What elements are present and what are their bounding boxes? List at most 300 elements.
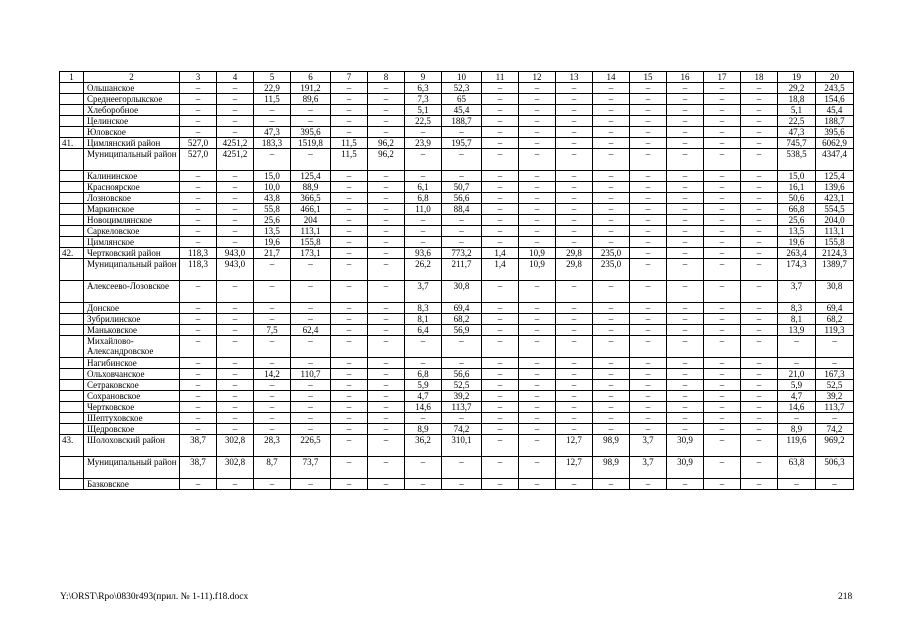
value-cell: – <box>217 369 254 380</box>
settlement-name-cell: Ольшанское <box>84 83 180 94</box>
row-number-cell <box>60 424 84 435</box>
value-cell: – <box>630 281 667 303</box>
value-cell: – <box>667 149 704 171</box>
value-cell: 6062,9 <box>816 138 854 149</box>
value-cell: – <box>593 182 630 193</box>
value-cell: – <box>519 226 556 237</box>
value-cell: – <box>180 116 217 127</box>
table-row <box>60 281 854 303</box>
value-cell: – <box>741 105 778 116</box>
value-cell: – <box>556 325 593 336</box>
value-cell: – <box>519 413 556 424</box>
value-cell: – <box>667 424 704 435</box>
value-cell: – <box>630 336 667 358</box>
value-cell: – <box>630 127 667 138</box>
value-cell: – <box>704 204 741 215</box>
value-cell: 12,7 <box>556 435 593 457</box>
settlement-name-cell: Муниципальный район <box>84 457 180 479</box>
value-cell: 8,1 <box>778 314 816 325</box>
value-cell: – <box>741 358 778 369</box>
value-cell: – <box>630 325 667 336</box>
value-cell: – <box>741 424 778 435</box>
row-number-cell <box>60 380 84 391</box>
value-cell: – <box>630 138 667 149</box>
value-cell: 8,1 <box>405 314 442 325</box>
table-row <box>60 237 854 248</box>
value-cell: – <box>482 424 519 435</box>
value-cell: – <box>667 325 704 336</box>
data-table <box>59 71 854 490</box>
settlement-name-cell: Донское <box>84 303 180 314</box>
value-cell: – <box>368 94 405 105</box>
value-cell: – <box>482 402 519 413</box>
value-cell: – <box>180 358 217 369</box>
table-row <box>60 402 854 413</box>
value-cell: – <box>368 413 405 424</box>
table-row <box>60 303 854 314</box>
value-cell: – <box>180 204 217 215</box>
value-cell: 36,2 <box>405 435 442 457</box>
value-cell: 11,0 <box>405 204 442 215</box>
value-cell: – <box>291 391 331 402</box>
value-cell: – <box>519 435 556 457</box>
row-number-cell <box>60 116 84 127</box>
value-cell: – <box>331 193 368 204</box>
value-cell: – <box>368 171 405 182</box>
value-cell: – <box>519 358 556 369</box>
value-cell: – <box>254 358 291 369</box>
value-cell: 554,5 <box>816 204 854 215</box>
value-cell: – <box>482 303 519 314</box>
value-cell: – <box>630 358 667 369</box>
value-cell: – <box>630 94 667 105</box>
value-cell: – <box>519 336 556 358</box>
value-cell: – <box>593 83 630 94</box>
value-cell: – <box>630 391 667 402</box>
value-cell: – <box>741 215 778 226</box>
footer-page-number: 218 <box>838 592 853 602</box>
value-cell: – <box>593 138 630 149</box>
value-cell: – <box>556 391 593 402</box>
value-cell: – <box>556 237 593 248</box>
value-cell: – <box>482 149 519 171</box>
value-cell: – <box>180 127 217 138</box>
value-cell: – <box>405 413 442 424</box>
table-row <box>60 138 854 149</box>
value-cell: – <box>556 193 593 204</box>
value-cell: 4,7 <box>405 391 442 402</box>
value-cell: 65 <box>442 94 482 105</box>
value-cell: – <box>630 424 667 435</box>
value-cell: – <box>442 237 482 248</box>
value-cell: – <box>741 259 778 281</box>
value-cell: 52,3 <box>442 83 482 94</box>
table-row <box>60 314 854 325</box>
value-cell: – <box>593 314 630 325</box>
value-cell: – <box>667 215 704 226</box>
value-cell: 4,7 <box>778 391 816 402</box>
value-cell: – <box>704 413 741 424</box>
value-cell: 395,6 <box>816 127 854 138</box>
value-cell: – <box>291 380 331 391</box>
value-cell: – <box>217 391 254 402</box>
value-cell: – <box>556 380 593 391</box>
column-number-header: 15 <box>630 72 667 83</box>
value-cell: – <box>667 369 704 380</box>
value-cell: 11,5 <box>331 138 368 149</box>
row-number-cell: 42. <box>60 248 84 259</box>
value-cell: 68,2 <box>816 314 854 325</box>
settlement-name-cell: Среднеегорлыкское <box>84 94 180 105</box>
value-cell: – <box>630 237 667 248</box>
value-cell: – <box>442 358 482 369</box>
table-row <box>60 380 854 391</box>
value-cell: 56,9 <box>442 325 482 336</box>
value-cell: – <box>741 303 778 314</box>
settlement-name-cell: Шолоховский район <box>84 435 180 457</box>
value-cell: – <box>519 369 556 380</box>
value-cell: – <box>291 424 331 435</box>
value-cell: 191,2 <box>291 83 331 94</box>
value-cell: 969,2 <box>816 435 854 457</box>
settlement-name-cell: Маньковское <box>84 325 180 336</box>
value-cell: 22,5 <box>778 116 816 127</box>
column-number-header: 19 <box>778 72 816 83</box>
value-cell: – <box>593 336 630 358</box>
value-cell: – <box>704 424 741 435</box>
row-number-cell <box>60 193 84 204</box>
footer-file-path: Y:\ORST\Rpo\0830r493(прил. № 1-11).f18.docx <box>60 592 249 602</box>
value-cell: – <box>254 105 291 116</box>
value-cell: – <box>519 281 556 303</box>
value-cell: – <box>630 479 667 490</box>
value-cell: – <box>442 226 482 237</box>
value-cell: – <box>331 402 368 413</box>
value-cell: – <box>704 105 741 116</box>
value-cell: – <box>217 237 254 248</box>
value-cell: – <box>667 281 704 303</box>
value-cell: – <box>254 413 291 424</box>
value-cell: – <box>331 182 368 193</box>
value-cell: – <box>482 314 519 325</box>
value-cell: 74,2 <box>816 424 854 435</box>
value-cell: – <box>217 402 254 413</box>
value-cell: 14,6 <box>405 402 442 413</box>
value-cell: – <box>816 336 854 358</box>
value-cell: – <box>217 314 254 325</box>
value-cell: – <box>741 479 778 490</box>
value-cell: 4251,2 <box>217 149 254 171</box>
value-cell: 188,7 <box>816 116 854 127</box>
value-cell: – <box>519 391 556 402</box>
value-cell: – <box>254 479 291 490</box>
value-cell: – <box>630 369 667 380</box>
value-cell: – <box>593 116 630 127</box>
value-cell: – <box>331 127 368 138</box>
value-cell: – <box>519 215 556 226</box>
value-cell: – <box>442 479 482 490</box>
column-number-header: 18 <box>741 72 778 83</box>
value-cell: – <box>291 413 331 424</box>
value-cell: – <box>556 369 593 380</box>
value-cell: – <box>741 402 778 413</box>
value-cell: 8,9 <box>405 424 442 435</box>
value-cell: 21,7 <box>254 248 291 259</box>
value-cell: – <box>704 314 741 325</box>
row-number-cell <box>60 127 84 138</box>
value-cell: 63,8 <box>778 457 816 479</box>
value-cell: – <box>368 105 405 116</box>
value-cell: – <box>291 259 331 281</box>
column-number-header: 17 <box>704 72 741 83</box>
value-cell: 395,6 <box>291 127 331 138</box>
value-cell: – <box>331 215 368 226</box>
value-cell: – <box>368 479 405 490</box>
value-cell: 173,1 <box>291 248 331 259</box>
value-cell: – <box>180 314 217 325</box>
value-cell: – <box>667 248 704 259</box>
settlement-name-cell: Чертковский район <box>84 248 180 259</box>
value-cell: 10,9 <box>519 248 556 259</box>
value-cell: 66,8 <box>778 204 816 215</box>
value-cell: 19,6 <box>778 237 816 248</box>
value-cell: – <box>556 215 593 226</box>
value-cell: – <box>405 237 442 248</box>
value-cell: – <box>368 226 405 237</box>
value-cell: – <box>368 83 405 94</box>
settlement-name-cell: Ольховчанское <box>84 369 180 380</box>
value-cell: – <box>593 380 630 391</box>
value-cell: – <box>368 116 405 127</box>
value-cell: – <box>482 171 519 182</box>
value-cell: – <box>704 391 741 402</box>
value-cell: – <box>217 116 254 127</box>
value-cell: – <box>667 94 704 105</box>
value-cell: – <box>482 336 519 358</box>
value-cell: – <box>593 237 630 248</box>
value-cell: 125,4 <box>816 171 854 182</box>
value-cell: – <box>368 380 405 391</box>
table-row <box>60 248 854 259</box>
value-cell: 235,0 <box>593 259 630 281</box>
value-cell: – <box>630 204 667 215</box>
value-cell: – <box>217 424 254 435</box>
value-cell: – <box>180 479 217 490</box>
value-cell: – <box>667 226 704 237</box>
value-cell: – <box>556 105 593 116</box>
value-cell: 5,9 <box>405 380 442 391</box>
value-cell: – <box>704 380 741 391</box>
value-cell: – <box>482 215 519 226</box>
value-cell: – <box>254 149 291 171</box>
value-cell: – <box>368 127 405 138</box>
column-number-header: 3 <box>180 72 217 83</box>
value-cell: – <box>291 116 331 127</box>
value-cell: – <box>704 83 741 94</box>
value-cell: – <box>704 226 741 237</box>
value-cell: – <box>741 248 778 259</box>
value-cell: – <box>254 402 291 413</box>
value-cell: 6,1 <box>405 182 442 193</box>
value-cell: – <box>556 83 593 94</box>
value-cell: – <box>630 248 667 259</box>
table-row <box>60 336 854 358</box>
value-cell: – <box>442 413 482 424</box>
row-number-cell <box>60 336 84 358</box>
value-cell: 943,0 <box>217 259 254 281</box>
value-cell: 8,7 <box>254 457 291 479</box>
value-cell: – <box>704 138 741 149</box>
value-cell: – <box>482 94 519 105</box>
value-cell: – <box>442 336 482 358</box>
value-cell: 118,3 <box>180 248 217 259</box>
value-cell: – <box>630 303 667 314</box>
value-cell: – <box>217 94 254 105</box>
settlement-name-cell: Муниципальный район <box>84 149 180 171</box>
value-cell: 22,5 <box>405 116 442 127</box>
value-cell: – <box>667 336 704 358</box>
value-cell: – <box>704 215 741 226</box>
value-cell: – <box>291 402 331 413</box>
settlement-name-cell: Целинское <box>84 116 180 127</box>
value-cell: – <box>331 94 368 105</box>
value-cell: – <box>368 215 405 226</box>
value-cell: – <box>778 336 816 358</box>
value-cell: 96,2 <box>368 149 405 171</box>
value-cell: – <box>593 402 630 413</box>
value-cell: – <box>667 83 704 94</box>
row-number-cell <box>60 358 84 369</box>
value-cell: – <box>816 413 854 424</box>
value-cell: 188,7 <box>442 116 482 127</box>
value-cell: – <box>667 193 704 204</box>
document-table-container <box>59 71 854 490</box>
value-cell: – <box>667 204 704 215</box>
value-cell: 10,0 <box>254 182 291 193</box>
value-cell: – <box>368 325 405 336</box>
value-cell: – <box>217 171 254 182</box>
value-cell: 204,0 <box>816 215 854 226</box>
value-cell: – <box>667 105 704 116</box>
value-cell: 8,3 <box>405 303 442 314</box>
value-cell: – <box>254 424 291 435</box>
value-cell: – <box>331 105 368 116</box>
value-cell: 243,5 <box>816 83 854 94</box>
value-cell: – <box>180 424 217 435</box>
value-cell: – <box>519 182 556 193</box>
value-cell: – <box>331 259 368 281</box>
value-cell: – <box>180 237 217 248</box>
value-cell: 29,2 <box>778 83 816 94</box>
value-cell: 366,5 <box>291 193 331 204</box>
value-cell: – <box>630 193 667 204</box>
value-cell: – <box>741 314 778 325</box>
column-number-header: 10 <box>442 72 482 83</box>
value-cell: 13,9 <box>778 325 816 336</box>
value-cell: – <box>368 391 405 402</box>
value-cell: – <box>482 435 519 457</box>
settlement-name-cell: Шептуховское <box>84 413 180 424</box>
row-number-cell <box>60 391 84 402</box>
value-cell: 38,7 <box>180 435 217 457</box>
row-number-cell: 41. <box>60 138 84 149</box>
table-row <box>60 424 854 435</box>
settlement-name-cell: Сетраковское <box>84 380 180 391</box>
value-cell: – <box>368 204 405 215</box>
value-cell: – <box>519 380 556 391</box>
table-row <box>60 204 854 215</box>
settlement-name-cell: Лозновское <box>84 193 180 204</box>
settlement-name-cell: Алексеево-Лозовское <box>84 281 180 303</box>
value-cell: 22,9 <box>254 83 291 94</box>
value-cell: 74,2 <box>442 424 482 435</box>
value-cell: – <box>482 226 519 237</box>
value-cell: 45,4 <box>816 105 854 116</box>
column-number-header: 12 <box>519 72 556 83</box>
value-cell: – <box>519 116 556 127</box>
value-cell: – <box>593 369 630 380</box>
value-cell: 5,1 <box>405 105 442 116</box>
value-cell: – <box>482 138 519 149</box>
value-cell: – <box>630 105 667 116</box>
value-cell: – <box>741 171 778 182</box>
value-cell: – <box>593 479 630 490</box>
value-cell: – <box>180 215 217 226</box>
value-cell: – <box>331 83 368 94</box>
table-row <box>60 259 854 281</box>
value-cell: 21,0 <box>778 369 816 380</box>
table-row <box>60 226 854 237</box>
settlement-name-cell: Новоцимлянское <box>84 215 180 226</box>
value-cell: – <box>519 105 556 116</box>
value-cell: – <box>593 325 630 336</box>
value-cell: – <box>217 336 254 358</box>
value-cell: – <box>556 226 593 237</box>
value-cell: – <box>593 215 630 226</box>
value-cell: – <box>593 171 630 182</box>
value-cell: – <box>405 336 442 358</box>
value-cell: – <box>180 171 217 182</box>
value-cell: – <box>556 413 593 424</box>
settlement-name-cell: Михайлово-Александровское <box>84 336 180 358</box>
value-cell: – <box>630 171 667 182</box>
value-cell: 3,7 <box>630 435 667 457</box>
value-cell: – <box>217 127 254 138</box>
value-cell: – <box>741 457 778 479</box>
value-cell: 310,1 <box>442 435 482 457</box>
value-cell: – <box>368 259 405 281</box>
value-cell: 30,9 <box>667 435 704 457</box>
value-cell: – <box>741 127 778 138</box>
value-cell: 56,6 <box>442 193 482 204</box>
value-cell: 39,2 <box>816 391 854 402</box>
value-cell: – <box>593 193 630 204</box>
value-cell: – <box>217 182 254 193</box>
value-cell: – <box>519 424 556 435</box>
value-cell: – <box>556 336 593 358</box>
value-cell: – <box>741 226 778 237</box>
value-cell: 8,3 <box>778 303 816 314</box>
value-cell: – <box>556 94 593 105</box>
value-cell: 183,3 <box>254 138 291 149</box>
value-cell: – <box>405 358 442 369</box>
column-number-header: 6 <box>291 72 331 83</box>
value-cell: – <box>180 281 217 303</box>
value-cell: 38,7 <box>180 457 217 479</box>
value-cell: – <box>593 127 630 138</box>
row-number-cell <box>60 325 84 336</box>
value-cell: 7,3 <box>405 94 442 105</box>
